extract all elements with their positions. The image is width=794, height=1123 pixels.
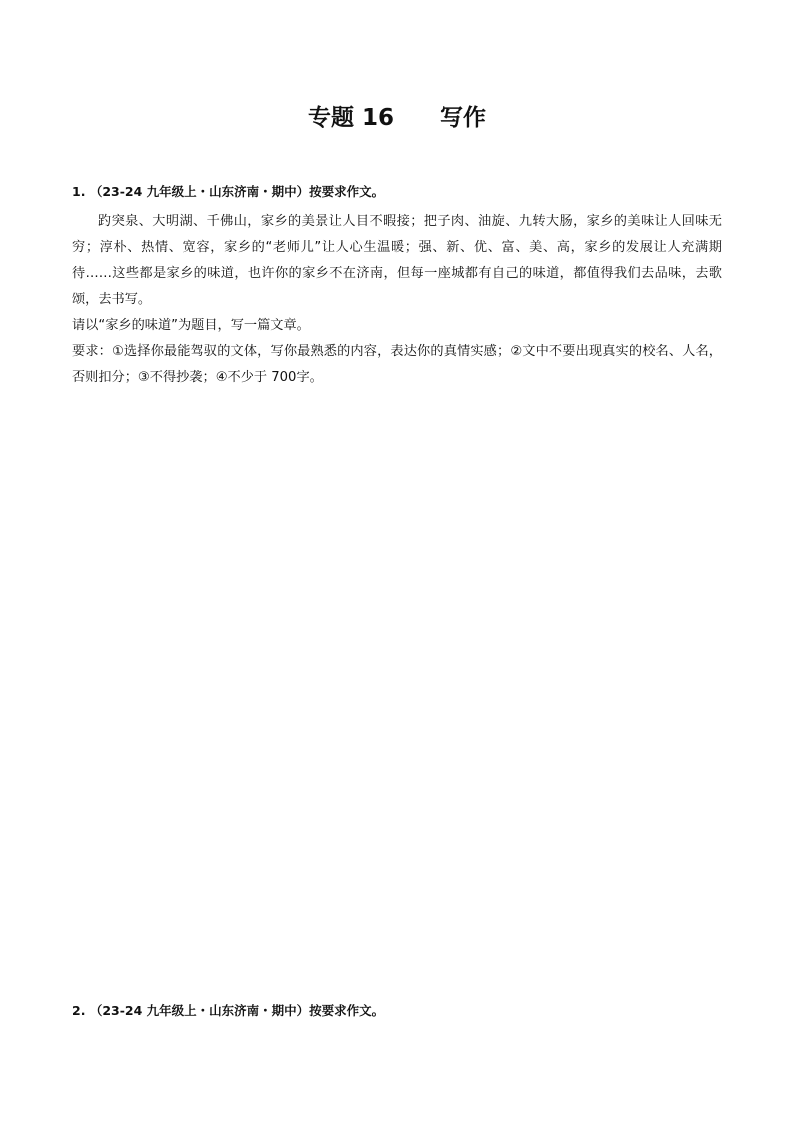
question-instruction: 按要求作文。: [309, 184, 385, 199]
question-header: [72, 181, 722, 203]
writing-requirements: 要求：①选择你最能驾驭的文体，写你最熟悉的内容，表达你的真情实感；②文中不要出现真实的校名、人名，否则扣分；③不得抄袭；④不少于 700字。: [72, 344, 722, 385]
writing-prompt: 请以“家乡的味道”为题目，写一篇文章。: [72, 318, 310, 333]
question-instruction: 按要求作文。: [309, 1003, 385, 1018]
question-source: （23-24 九年级上・山东济南・期中）: [89, 1003, 310, 1018]
question-source: （23-24 九年级上・山东济南・期中）: [89, 184, 310, 199]
page-title: 专题 16 写作: [307, 105, 486, 131]
question-body: [72, 209, 722, 391]
question-1: [72, 181, 722, 391]
question-number: 1.: [72, 184, 86, 199]
question-2: [72, 1000, 722, 1022]
question-header: [72, 1000, 722, 1022]
question-number: 2.: [72, 1003, 86, 1018]
material-passage: 趵突泉、大明湖、千佛山，家乡的美景让人目不暇接；把子肉、油旋、九转大肠，家乡的美味让人回味无穷；淳朴、热情、宽容，家乡的“老师儿”让人心生温暖；强、新、优、富、美、高，家乡的发展让人充满期待……这些都是家乡的味道，也许你的家乡不在济南，但每一座城都有自己的味道，都值得我们去品味，去歌颂，去书写。: [72, 214, 722, 307]
